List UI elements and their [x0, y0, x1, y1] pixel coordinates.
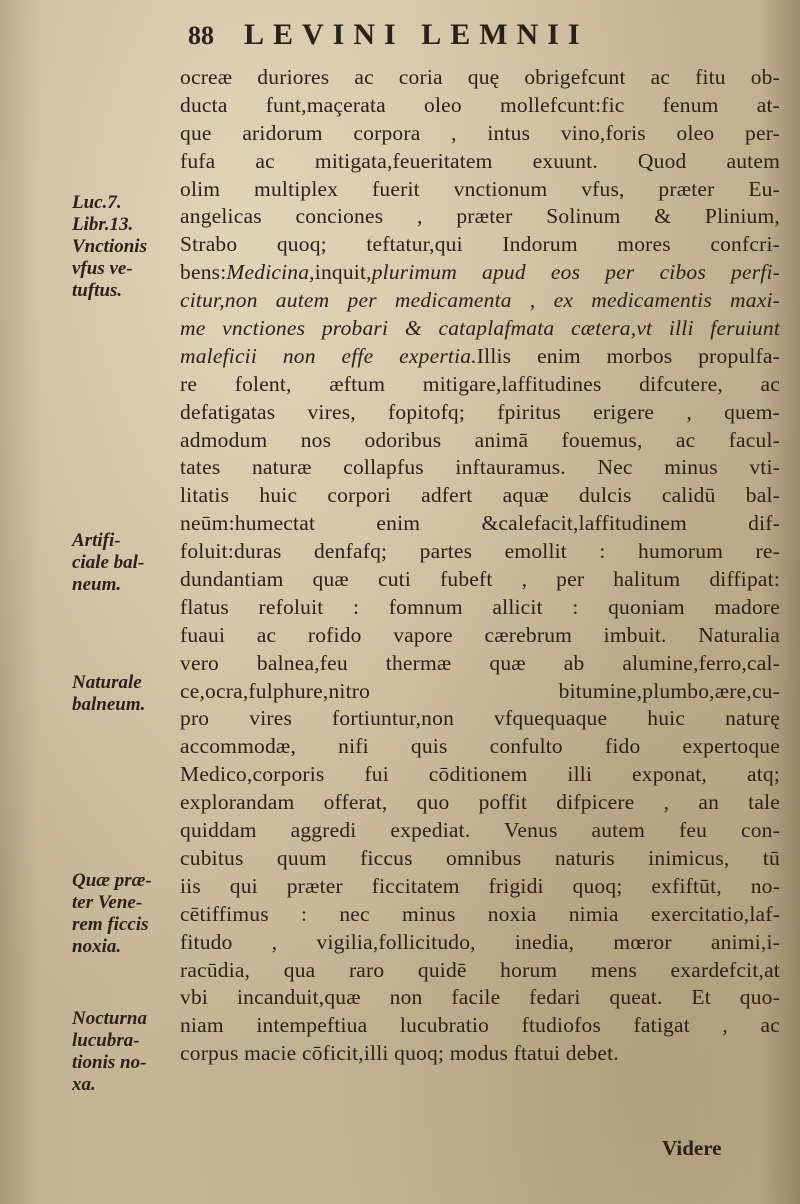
text-line: neūm:humectat enim &calefacit,laffitudinem dif-: [180, 511, 780, 536]
text-line: cubitus quum ficcus omnibus naturis inimicus, tū: [180, 845, 780, 870]
text-segment: Illis enim morbos propulfa-: [476, 343, 780, 368]
text-line: tates naturæ collapfus inftauramus. Nec minus vti-: [180, 455, 780, 480]
text-line: corpus macie cōficit,illi quoq; modus ftatui debet.: [180, 1041, 619, 1066]
text-segment: inquit,: [314, 260, 372, 285]
marginal-note-natural-bath: [72, 672, 182, 716]
text-line: Strabo quoq; teftatur,qui Indorum mores confcri-: [180, 232, 780, 257]
text-line: litatis huic corpori adfert aquæ dulcis calidū bal-: [180, 483, 780, 508]
marginal-note-line: Naturale: [72, 672, 142, 693]
text-line: admodum nos odoribus animā fouemus, ac facul-: [180, 427, 780, 452]
marginal-note-line: neum.: [72, 574, 122, 595]
text-line: olim multiplex fuerit vnctionum vfus, præter Eu-: [180, 176, 780, 201]
text-line: accommodæ, nifi quis confulto fido expertoque: [180, 734, 780, 759]
marginal-note-line: Quæ præ-: [72, 870, 152, 891]
text-line: re folent, æftum mitigare,laffitudines difcutere, ac: [180, 371, 780, 396]
italic-quote-line: [180, 287, 780, 315]
italic-quote-line: [180, 315, 780, 343]
marginal-note-line: vfus ve-: [72, 258, 133, 279]
marginal-note-line: Libr.13.: [72, 214, 134, 235]
marginal-note-line: Luc.7.: [72, 192, 122, 213]
marginal-note-line: ciale bal-: [72, 552, 145, 573]
catchword: Videre: [662, 1136, 722, 1160]
text-line: fufa ac mitigata,feueritatem exuunt. Quod autem: [180, 148, 780, 173]
body-text: [180, 64, 780, 1068]
text-line: dundantiam quæ cuti fubeft , per halitum diffipat:: [180, 567, 780, 592]
italic-quote: Medicina,: [226, 260, 315, 285]
text-line: iis qui præter ficcitatem frigidi quoq; exfiftūt, no-: [180, 873, 780, 898]
marginal-note-line: Vnctionis: [72, 236, 147, 257]
text-line: ocreæ duriores ac coria quę obrigefcunt ac fitu ob-: [180, 65, 780, 89]
text-line: quiddam aggredi expediat. Venus autem feu con-: [180, 818, 780, 843]
marginal-note-line: lucubra-: [72, 1030, 140, 1051]
marginal-note-line: balneum.: [72, 694, 146, 715]
marginal-note-line: rem ficcis: [72, 914, 149, 935]
text-line: Medico,corporis fui cōditionem illi exponat, atq;: [180, 762, 780, 787]
text-line: niam intempeftiua lucubratio ftudiofos fatigat , ac: [180, 1013, 780, 1038]
text-line: ducta funt,maçerata oleo mollefcunt:fic fenum at-: [180, 92, 780, 117]
running-title: LEVINI LEMNII: [244, 18, 589, 51]
marginal-note-line: ter Vene-: [72, 892, 143, 913]
italic-quote: plurimum apud eos per cibos perfi-: [371, 260, 780, 285]
marginal-note-venus: [72, 870, 182, 958]
marginal-note-artificial-bath: [72, 530, 182, 596]
text-line: vero balnea,feu thermæ quæ ab alumine,ferro,cal-: [180, 650, 780, 675]
text-line: que aridorum corpora , intus vino,foris oleo per-: [180, 120, 780, 145]
marginal-note-lucubration: [72, 1008, 182, 1096]
page-header: [188, 18, 708, 52]
text-line: foluit:duras denfafq; partes emollit : humorum re-: [180, 539, 780, 564]
text-line: angelicas conciones , præter Solinum & Plinium,: [180, 204, 780, 229]
text-line: [180, 259, 780, 287]
italic-quote: maleficii non effe expertia.: [180, 343, 477, 368]
marginal-note-line: xa.: [72, 1074, 96, 1095]
marginal-note-line: tuftus.: [72, 280, 123, 301]
italic-quote: citur,non autem per medicamenta , ex medicamentis maxi-: [180, 288, 780, 313]
marginal-note-line: Artifi-: [72, 530, 121, 551]
text-line: flatus refoluit : fomnum allicit : quoniam madore: [180, 594, 780, 619]
text-line-start: bens:: [180, 260, 227, 285]
marginal-note-unction: [72, 192, 182, 302]
marginal-note-line: tionis no-: [72, 1052, 147, 1073]
text-line: [180, 343, 780, 371]
italic-quote: me vnctiones probari & cataplafmata cætera,vt illi feruiunt: [180, 316, 780, 341]
marginal-note-line: noxia.: [72, 936, 122, 957]
text-line: ce,ocra,fulphure,nitro bitumine,plumbo,ære,cu-: [180, 678, 780, 703]
text-line: explorandam offerat, quo poffit difpicere , an tale: [180, 790, 780, 815]
text-line: fitudo , vigilia,follicitudo, inedia, mœror animi,i-: [180, 929, 780, 954]
text-line: pro vires fortiuntur,non vfquequaque huic naturę: [180, 706, 780, 731]
text-line: vbi incanduit,quæ non facile fedari queat. Et quo-: [180, 985, 780, 1010]
text-line: defatigatas vires, fopitofq; fpiritus erigere , quem-: [180, 399, 780, 424]
page-number: 88: [188, 21, 214, 50]
text-line: fuaui ac rofido vapore cærebrum imbuit. Naturalia: [180, 622, 780, 647]
text-line: racūdia, qua raro quidē horum mens exardefcit,at: [180, 957, 780, 982]
marginal-note-line: Nocturna: [72, 1008, 147, 1029]
text-line: cētiffimus : nec minus noxia nimia exercitatio,laf-: [180, 901, 780, 926]
